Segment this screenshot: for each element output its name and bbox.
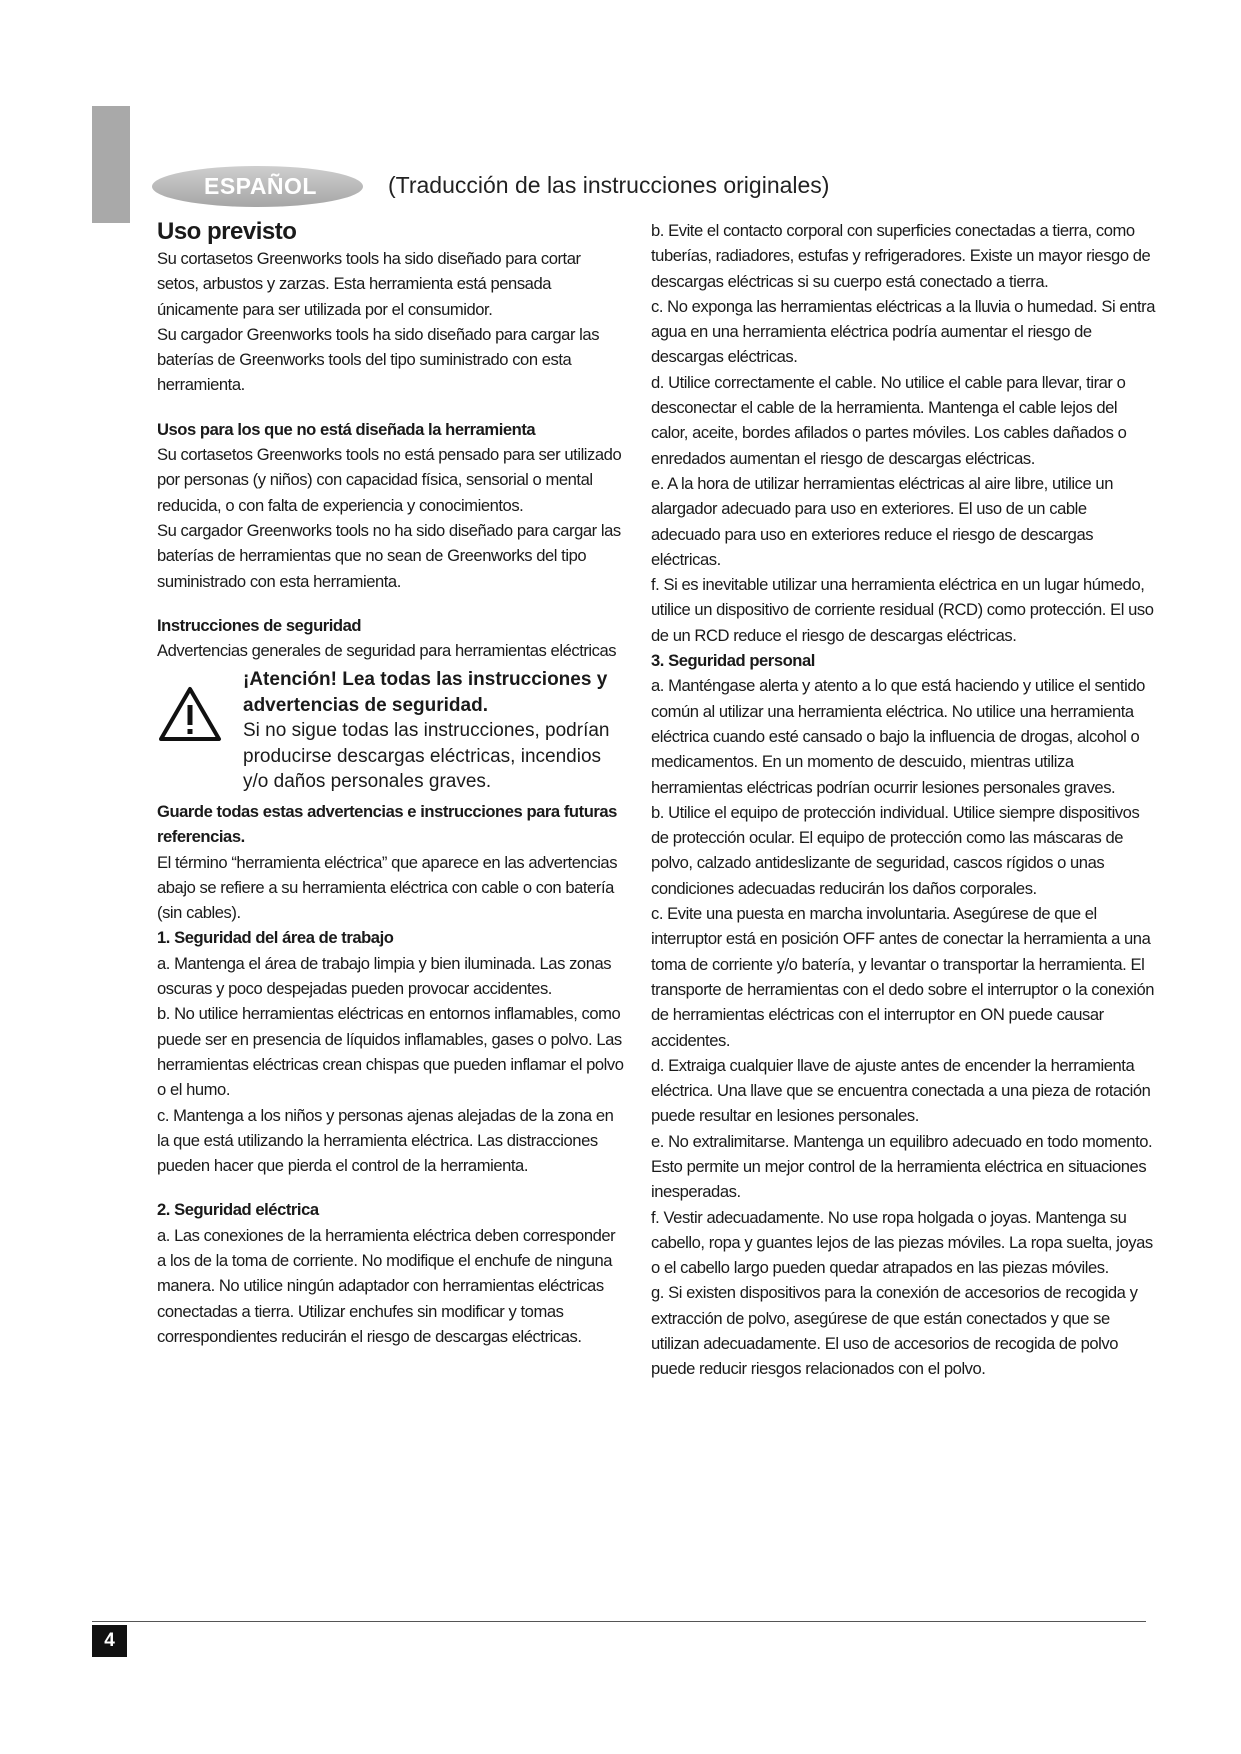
paragraph: f. Vestir adecuadamente. No use ropa holgada o joyas. Mantenga su cabello, ropa y guantes lejos de las piezas móviles. La ropa suelta, joyas o el cabello largo pueden quedar atrapados en las piezas móviles. — [651, 1207, 1153, 1278]
paragraph: a. Las conexiones de la herramienta eléctrica deben corresponder a los de la toma de corriente. No modifique el enchufe de ninguna manera. No utilice ningún adaptador con herramientas eléctricas conectadas a tierra. Utilizar enchufes sin modificar y tomas correspondientes reducirán el riesgo de descargas eléctricas. — [157, 1225, 616, 1346]
right-column — [651, 218, 1157, 1382]
paragraph: Su cortasetos Greenworks tools no está pensado para ser utilizado por personas (y niños) con capacidad física, sensorial o mental reducida, o con falta de experiencia y conocimientos. — [157, 445, 622, 515]
paragraph: Advertencias generales de seguridad para herramientas eléctricas — [157, 641, 617, 661]
paragraph: Su cargador Greenworks tools no ha sido diseñado para cargar las baterías de herramientas que no sean de Greenworks del tipo suministrado con esta herramienta. — [157, 520, 621, 591]
page-subtitle: (Traducción de las instrucciones originales) — [388, 172, 830, 198]
page-number: 4 — [92, 1625, 127, 1657]
paragraph: b. Evite el contacto corporal con superficies conectadas a tierra, como tuberías, radiadores, estufas y refrigeradores. Existe un mayor riesgo de descargas eléctricas si su cuerpo está conectado a tierra. — [651, 221, 1151, 291]
warning-block — [157, 667, 624, 795]
paragraph: Guarde todas estas advertencias e instrucciones para futuras referencias. — [157, 801, 617, 847]
paragraph: El término “herramienta eléctrica” que aparece en las advertencias abajo se refiere a su herramienta eléctrica con cable o con batería (sin cables). — [157, 852, 618, 923]
paragraph: g. Si existen dispositivos para la conexión de accesorios de recogida y extracción de polvo, asegúrese de que están conectados y que se utilizan adecuadamente. El uso de accesorios de recogida de polvo puede reducir riesgos relacionados con el polvo. — [651, 1283, 1138, 1379]
warning-body: Si no sigue todas las instrucciones, podrían producirse descargas eléctricas, incendios y/o daños personales graves. — [243, 720, 610, 793]
paragraph: e. A la hora de utilizar herramientas eléctricas al aire libre, utilice un alargador adecuado para uso en exteriores. El uso de un cable adecuado para uso en exteriores reduce el riesgo de descargas eléctricas. — [651, 473, 1113, 569]
left-column — [157, 218, 624, 1349]
sidebar-tab — [92, 106, 130, 223]
paragraph: f. Si es inevitable utilizar una herramienta eléctrica en un lugar húmedo, utilice un dispositivo de corriente residual (RCD) como protección. El uso de un RCD reduce el riesgo de descargas eléctricas. — [651, 575, 1154, 645]
seguridad-heading: Instrucciones de seguridad — [157, 615, 362, 635]
paragraph: d. Utilice correctamente el cable. No utilice el cable para llevar, tirar o desconectar el cable de la herramienta. Mantenga el cable lejos del calor, aceite, bordes afilados o partes móviles. Los cables dañados o enredados aumentan el riesgo de descargas eléctricas. — [651, 372, 1127, 468]
section-1-heading: 1. Seguridad del área de trabajo — [157, 928, 394, 948]
warning-title: ¡Atención! Lea todas las instrucciones y advertencias de seguridad. — [243, 669, 608, 716]
paragraph: a. Mantenga el área de trabajo limpia y bien iluminada. Las zonas oscuras y poco despejadas pueden provocar accidentes. — [157, 953, 612, 999]
paragraph: b. No utilice herramientas eléctricas en entornos inflamables, como puede ser en presencia de líquidos inflamables, gases o polvo. Las herramientas eléctricas crean chispas que pueden inflamar el polvo o el humo. — [157, 1004, 624, 1100]
language-badge: ESPAÑOL — [152, 166, 363, 207]
paragraph: Su cortasetos Greenworks tools ha sido diseñado para cortar setos, arbustos y zarzas. Esta herramienta está pensada únicamente para ser utilizada por el consumidor. — [157, 249, 581, 319]
uso-previsto-heading: Uso previsto — [157, 218, 297, 245]
paragraph: d. Extraiga cualquier llave de ajuste antes de encender la herramienta eléctrica. Una llave que se encuentra conectada a una pieza de rotación puede resultar en lesiones personales. — [651, 1055, 1151, 1126]
usos-heading: Usos para los que no está diseñada la herramienta — [157, 419, 536, 439]
paragraph: c. No exponga las herramientas eléctricas a la lluvia o humedad. Si entra agua en una herramienta eléctrica podría aumentar el riesgo de descargas eléctricas. — [651, 296, 1155, 367]
footer-divider — [92, 1621, 1146, 1622]
section-2-heading: 2. Seguridad eléctrica — [157, 1200, 319, 1220]
paragraph: c. Evite una puesta en marcha involuntaria. Asegúrese de que el interruptor está en posición OFF antes de conectar la herramienta a una toma de corriente y/o batería, y levantar o transportar la herramienta. El transporte de herramientas con el dedo sobre el interruptor o la conexión de herramientas eléctricas con el interruptor en ON puede causar accidentes. — [651, 904, 1155, 1050]
paragraph: Su cargador Greenworks tools ha sido diseñado para cargar las baterías de Greenworks tools del tipo suministrado con esta herramienta. — [157, 324, 600, 395]
paragraph: c. Mantenga a los niños y personas ajenas alejadas de la zona en la que está utilizando la herramienta eléctrica. Las distracciones pueden hacer que pierda el control de la herramienta. — [157, 1105, 614, 1176]
paragraph: b. Utilice el equipo de protección individual. Utilice siempre dispositivos de protección ocular. El equipo de protección como las máscaras de polvo, calzado antideslizante de seguridad, cascos rígidos o unas condiciones adecuadas reducirán los daños corporales. — [651, 802, 1140, 898]
paragraph: a. Manténgase alerta y atento a lo que está haciendo y utilice el sentido común al utilizar una herramienta eléctrica. No utilice una herramienta eléctrica cuando esté cansado o bajo la influencia de drogas, alcohol o medicamentos. En un momento de descuido, mientras utiliza herramientas eléctricas podrían ocurrir lesiones personales graves. — [651, 676, 1145, 797]
warning-triangle-icon — [157, 667, 243, 795]
paragraph: e. No extralimitarse. Mantenga un equilibro adecuado en todo momento. Esto permite un mejor control de la herramienta eléctrica en situaciones inesperadas. — [651, 1131, 1153, 1202]
section-3-heading: 3. Seguridad personal — [651, 651, 815, 671]
